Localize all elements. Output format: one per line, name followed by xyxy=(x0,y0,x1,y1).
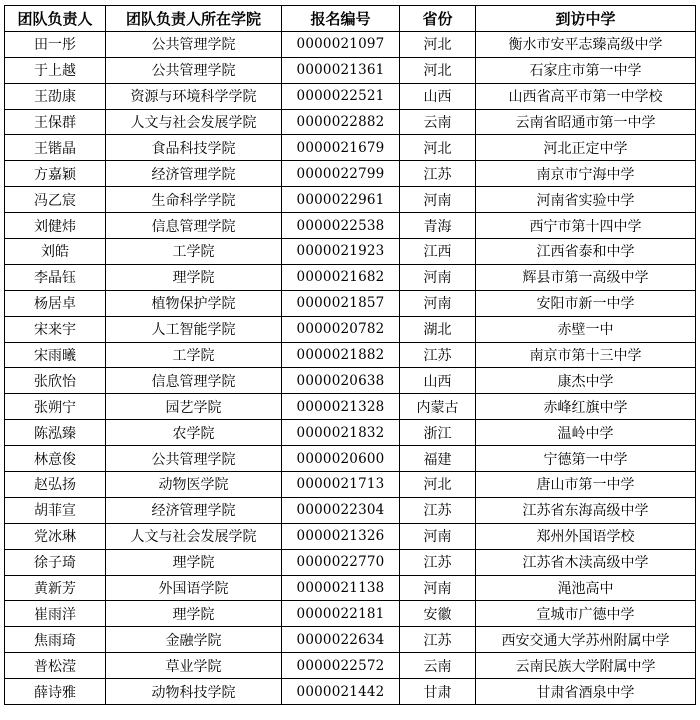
province-cell: 云南 xyxy=(400,653,476,679)
province-cell: 山西 xyxy=(400,368,476,394)
province-cell: 云南 xyxy=(400,109,476,135)
registration-number-cell: 0000020638 xyxy=(282,368,400,394)
team-leader-cell: 普松滢 xyxy=(5,653,106,679)
visited-school-cell: 江苏省木渎高级中学 xyxy=(476,549,696,575)
team-leader-cell: 林意俊 xyxy=(5,446,106,472)
table-row xyxy=(5,57,696,83)
college-cell: 人工智能学院 xyxy=(106,316,282,342)
province-cell: 江苏 xyxy=(400,627,476,653)
college-cell: 园艺学院 xyxy=(106,394,282,420)
table-row xyxy=(5,446,696,472)
province-cell: 河北 xyxy=(400,31,476,57)
team-leader-cell: 崔雨洋 xyxy=(5,601,106,627)
team-leader-cell: 陈泓臻 xyxy=(5,420,106,446)
visited-school-cell: 辉县市第一高级中学 xyxy=(476,264,696,290)
team-leader-cell: 徐子琦 xyxy=(5,549,106,575)
college-cell: 公共管理学院 xyxy=(106,31,282,57)
header-registration-number: 报名编号 xyxy=(282,6,400,32)
team-leader-cell: 宋雨曦 xyxy=(5,342,106,368)
table-row xyxy=(5,239,696,265)
province-cell: 河南 xyxy=(400,264,476,290)
college-cell: 草业学院 xyxy=(106,653,282,679)
registration-number-cell: 0000022538 xyxy=(282,213,400,239)
team-leader-cell: 党冰琳 xyxy=(5,523,106,549)
registration-number-cell: 0000021361 xyxy=(282,57,400,83)
team-leader-cell: 方嘉颖 xyxy=(5,161,106,187)
registration-number-cell: 0000021097 xyxy=(282,31,400,57)
college-cell: 农学院 xyxy=(106,420,282,446)
college-cell: 工学院 xyxy=(106,342,282,368)
team-leader-cell: 杨居卓 xyxy=(5,290,106,316)
visited-school-cell: 宁德第一中学 xyxy=(476,446,696,472)
team-leader-cell: 田一彤 xyxy=(5,31,106,57)
visited-school-cell: 唐山市第一中学 xyxy=(476,472,696,498)
province-cell: 河北 xyxy=(400,472,476,498)
team-leader-cell: 焦雨琦 xyxy=(5,627,106,653)
visited-school-cell: 南京市第十三中学 xyxy=(476,342,696,368)
table-row xyxy=(5,653,696,679)
team-leader-cell: 王保群 xyxy=(5,109,106,135)
visited-school-cell: 安阳市新一中学 xyxy=(476,290,696,316)
header-team-leader: 团队负责人 xyxy=(5,6,106,32)
table-row xyxy=(5,83,696,109)
registration-number-cell: 0000021682 xyxy=(282,264,400,290)
table-row xyxy=(5,523,696,549)
team-leader-cell: 刘皓 xyxy=(5,239,106,265)
table-row xyxy=(5,627,696,653)
registration-number-cell: 0000022181 xyxy=(282,601,400,627)
visited-school-cell: 江西省泰和中学 xyxy=(476,239,696,265)
province-cell: 河南 xyxy=(400,187,476,213)
table-row xyxy=(5,601,696,627)
table-row xyxy=(5,187,696,213)
province-cell: 青海 xyxy=(400,213,476,239)
college-cell: 人文与社会发展学院 xyxy=(106,109,282,135)
province-cell: 安徽 xyxy=(400,601,476,627)
header-leader-college: 团队负责人所在学院 xyxy=(106,6,282,32)
team-leader-cell: 李晶钰 xyxy=(5,264,106,290)
college-cell: 公共管理学院 xyxy=(106,446,282,472)
table-row xyxy=(5,575,696,601)
visited-school-cell: 西宁市第十四中学 xyxy=(476,213,696,239)
registration-number-cell: 0000021713 xyxy=(282,472,400,498)
table-row xyxy=(5,679,696,705)
province-cell: 江西 xyxy=(400,239,476,265)
table-row xyxy=(5,290,696,316)
registration-number-cell: 0000021923 xyxy=(282,239,400,265)
college-cell: 植物保护学院 xyxy=(106,290,282,316)
registration-number-cell: 0000022304 xyxy=(282,497,400,523)
visited-school-cell: 南京市宁海中学 xyxy=(476,161,696,187)
table-row xyxy=(5,394,696,420)
registration-number-cell: 0000021679 xyxy=(282,135,400,161)
table-row xyxy=(5,135,696,161)
registration-number-cell: 0000021326 xyxy=(282,523,400,549)
visited-school-cell: 衡水市安平志臻高级中学 xyxy=(476,31,696,57)
header-visited-school: 到访中学 xyxy=(476,6,696,32)
college-cell: 资源与环境科学学院 xyxy=(106,83,282,109)
team-leader-cell: 冯乙宸 xyxy=(5,187,106,213)
visited-school-cell: 西安交通大学苏州附属中学 xyxy=(476,627,696,653)
registration-number-cell: 0000022572 xyxy=(282,653,400,679)
table-row xyxy=(5,472,696,498)
team-leader-cell: 宋来宇 xyxy=(5,316,106,342)
college-cell: 公共管理学院 xyxy=(106,57,282,83)
registration-number-cell: 0000022882 xyxy=(282,109,400,135)
visited-school-cell: 赤峰红旗中学 xyxy=(476,394,696,420)
province-cell: 河南 xyxy=(400,575,476,601)
team-leader-cell: 王劭康 xyxy=(5,83,106,109)
province-cell: 湖北 xyxy=(400,316,476,342)
registration-number-cell: 0000022799 xyxy=(282,161,400,187)
visited-school-cell: 甘肃省酒泉中学 xyxy=(476,679,696,705)
college-cell: 外国语学院 xyxy=(106,575,282,601)
college-cell: 动物科技学院 xyxy=(106,679,282,705)
table-row xyxy=(5,420,696,446)
visited-school-cell: 渑池高中 xyxy=(476,575,696,601)
province-cell: 江苏 xyxy=(400,497,476,523)
table-row xyxy=(5,549,696,575)
registration-number-cell: 0000022634 xyxy=(282,627,400,653)
visited-school-cell: 温岭中学 xyxy=(476,420,696,446)
college-cell: 食品科技学院 xyxy=(106,135,282,161)
visited-school-cell: 河北正定中学 xyxy=(476,135,696,161)
college-cell: 金融学院 xyxy=(106,627,282,653)
team-leader-cell: 刘健炜 xyxy=(5,213,106,239)
visited-school-cell: 康杰中学 xyxy=(476,368,696,394)
table-row xyxy=(5,342,696,368)
registration-number-cell: 0000020782 xyxy=(282,316,400,342)
team-leader-cell: 黄新芳 xyxy=(5,575,106,601)
registration-number-cell: 0000020600 xyxy=(282,446,400,472)
team-leader-cell: 胡菲宣 xyxy=(5,497,106,523)
registration-number-cell: 0000021328 xyxy=(282,394,400,420)
college-cell: 经济管理学院 xyxy=(106,161,282,187)
registration-number-cell: 0000022961 xyxy=(282,187,400,213)
visited-school-cell: 山西省高平市第一中学校 xyxy=(476,83,696,109)
table-row xyxy=(5,109,696,135)
table-row xyxy=(5,497,696,523)
team-leader-cell: 赵弘扬 xyxy=(5,472,106,498)
province-cell: 福建 xyxy=(400,446,476,472)
table-body xyxy=(5,31,696,704)
college-cell: 生命科学学院 xyxy=(106,187,282,213)
province-cell: 甘肃 xyxy=(400,679,476,705)
table-row xyxy=(5,316,696,342)
visited-school-cell: 河南省实验中学 xyxy=(476,187,696,213)
visited-school-cell: 赤壁一中 xyxy=(476,316,696,342)
province-cell: 河南 xyxy=(400,290,476,316)
team-leader-cell: 张朔宁 xyxy=(5,394,106,420)
team-leader-cell: 薛诗雅 xyxy=(5,679,106,705)
visited-school-cell: 江苏省东海高级中学 xyxy=(476,497,696,523)
province-cell: 河南 xyxy=(400,523,476,549)
visit-team-table xyxy=(4,5,696,705)
college-cell: 信息管理学院 xyxy=(106,213,282,239)
province-cell: 河北 xyxy=(400,135,476,161)
province-cell: 浙江 xyxy=(400,420,476,446)
registration-number-cell: 0000021882 xyxy=(282,342,400,368)
visited-school-cell: 石家庄市第一中学 xyxy=(476,57,696,83)
college-cell: 动物医学院 xyxy=(106,472,282,498)
registration-number-cell: 0000022770 xyxy=(282,549,400,575)
visited-school-cell: 云南民族大学附属中学 xyxy=(476,653,696,679)
table-row xyxy=(5,264,696,290)
team-leader-cell: 张欣怡 xyxy=(5,368,106,394)
registration-number-cell: 0000021857 xyxy=(282,290,400,316)
team-leader-cell: 于上越 xyxy=(5,57,106,83)
table-row xyxy=(5,368,696,394)
registration-number-cell: 0000021832 xyxy=(282,420,400,446)
province-cell: 河北 xyxy=(400,57,476,83)
province-cell: 内蒙古 xyxy=(400,394,476,420)
table-row xyxy=(5,31,696,57)
college-cell: 理学院 xyxy=(106,264,282,290)
province-cell: 江苏 xyxy=(400,342,476,368)
province-cell: 江苏 xyxy=(400,549,476,575)
registration-number-cell: 0000022521 xyxy=(282,83,400,109)
table-row xyxy=(5,213,696,239)
college-cell: 工学院 xyxy=(106,239,282,265)
province-cell: 江苏 xyxy=(400,161,476,187)
registration-number-cell: 0000021442 xyxy=(282,679,400,705)
registration-number-cell: 0000021138 xyxy=(282,575,400,601)
province-cell: 山西 xyxy=(400,83,476,109)
header-row xyxy=(5,6,696,32)
visited-school-cell: 郑州外国语学校 xyxy=(476,523,696,549)
visited-school-cell: 宣城市广德中学 xyxy=(476,601,696,627)
college-cell: 理学院 xyxy=(106,601,282,627)
visited-school-cell: 云南省昭通市第一中学 xyxy=(476,109,696,135)
team-leader-cell: 王锴晶 xyxy=(5,135,106,161)
college-cell: 经济管理学院 xyxy=(106,497,282,523)
header-province: 省份 xyxy=(400,6,476,32)
college-cell: 理学院 xyxy=(106,549,282,575)
table-row xyxy=(5,161,696,187)
college-cell: 信息管理学院 xyxy=(106,368,282,394)
table-header xyxy=(5,6,696,32)
college-cell: 人文与社会发展学院 xyxy=(106,523,282,549)
